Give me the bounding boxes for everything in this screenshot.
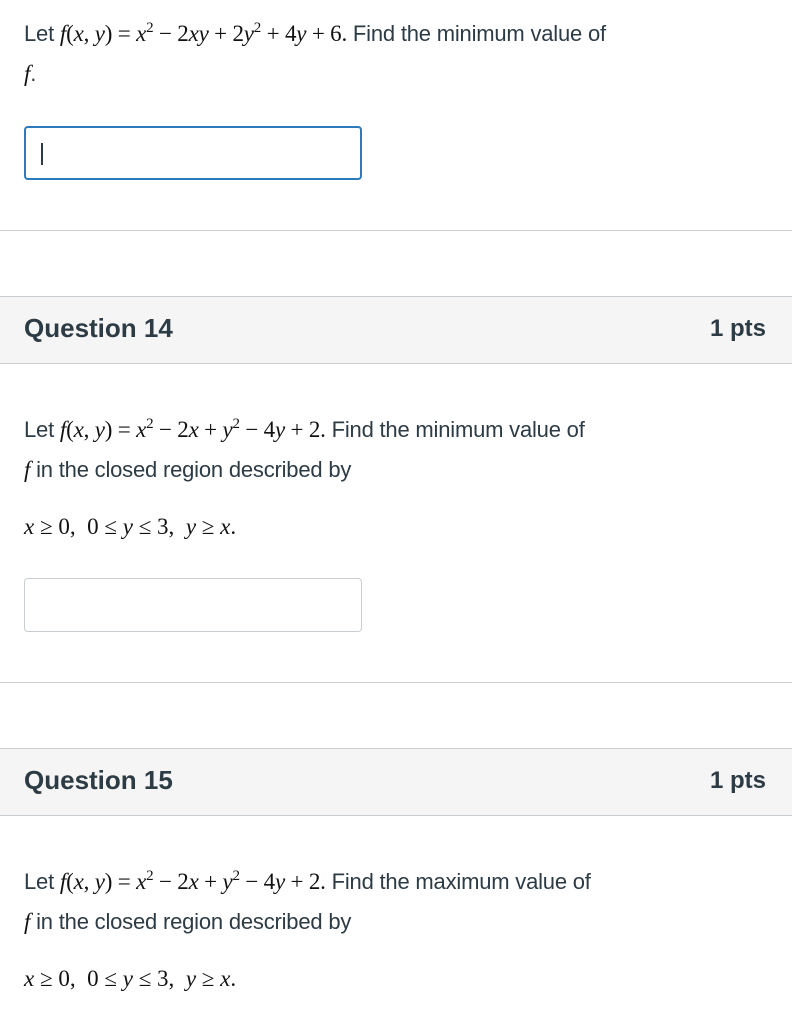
q13-prefix: Let bbox=[24, 21, 60, 46]
q15-line2: in the closed region described by bbox=[30, 909, 352, 934]
q14-var: f bbox=[24, 457, 31, 482]
question-14-header bbox=[0, 296, 792, 364]
question-15-text bbox=[24, 862, 768, 942]
question-14-title: Question 14 bbox=[24, 313, 173, 343]
q14-prefix: Let bbox=[24, 417, 60, 442]
q13-var: f bbox=[24, 61, 31, 86]
divider bbox=[0, 682, 792, 683]
q13-suffix: Find the minimum value of bbox=[347, 21, 606, 46]
q13-end: . bbox=[30, 61, 37, 86]
q15-var: f bbox=[24, 909, 31, 934]
question-15-points: 1 pts bbox=[709, 767, 766, 794]
q15-prefix: Let bbox=[24, 869, 60, 894]
question-14-points: 1 pts bbox=[709, 315, 766, 342]
q14-suffix: Find the minimum value of bbox=[325, 417, 585, 442]
q15-region: x ≥ 0, 0 ≤ y ≤ 3, y ≥ x. bbox=[24, 966, 237, 991]
q14-region: x ≥ 0, 0 ≤ y ≤ 3, y ≥ x. bbox=[24, 514, 237, 539]
q14-line2: in the closed region described by bbox=[30, 457, 352, 482]
q14-answer-input[interactable] bbox=[24, 578, 362, 632]
text-caret bbox=[41, 143, 43, 165]
question-15-title: Question 15 bbox=[24, 765, 173, 795]
q14-function: f(x, $y) = x^2 - 2x + y^2 - 4y + 2$. bbox=[59, 416, 326, 442]
question-13-text bbox=[24, 14, 764, 94]
divider bbox=[0, 230, 792, 231]
q13-answer-input[interactable] bbox=[24, 126, 362, 180]
question-15-header bbox=[0, 748, 792, 816]
question-14-text bbox=[24, 410, 768, 490]
q13-function: f(x, $y) = x^2 - 2xy + 2y^2 + 4y + 6$. bbox=[59, 20, 348, 46]
q15-suffix: Find the maximum value of bbox=[325, 869, 591, 894]
q15-function: f(x, $y) = x^2 - 2x + y^2 - 4y + 2$. bbox=[59, 868, 326, 894]
